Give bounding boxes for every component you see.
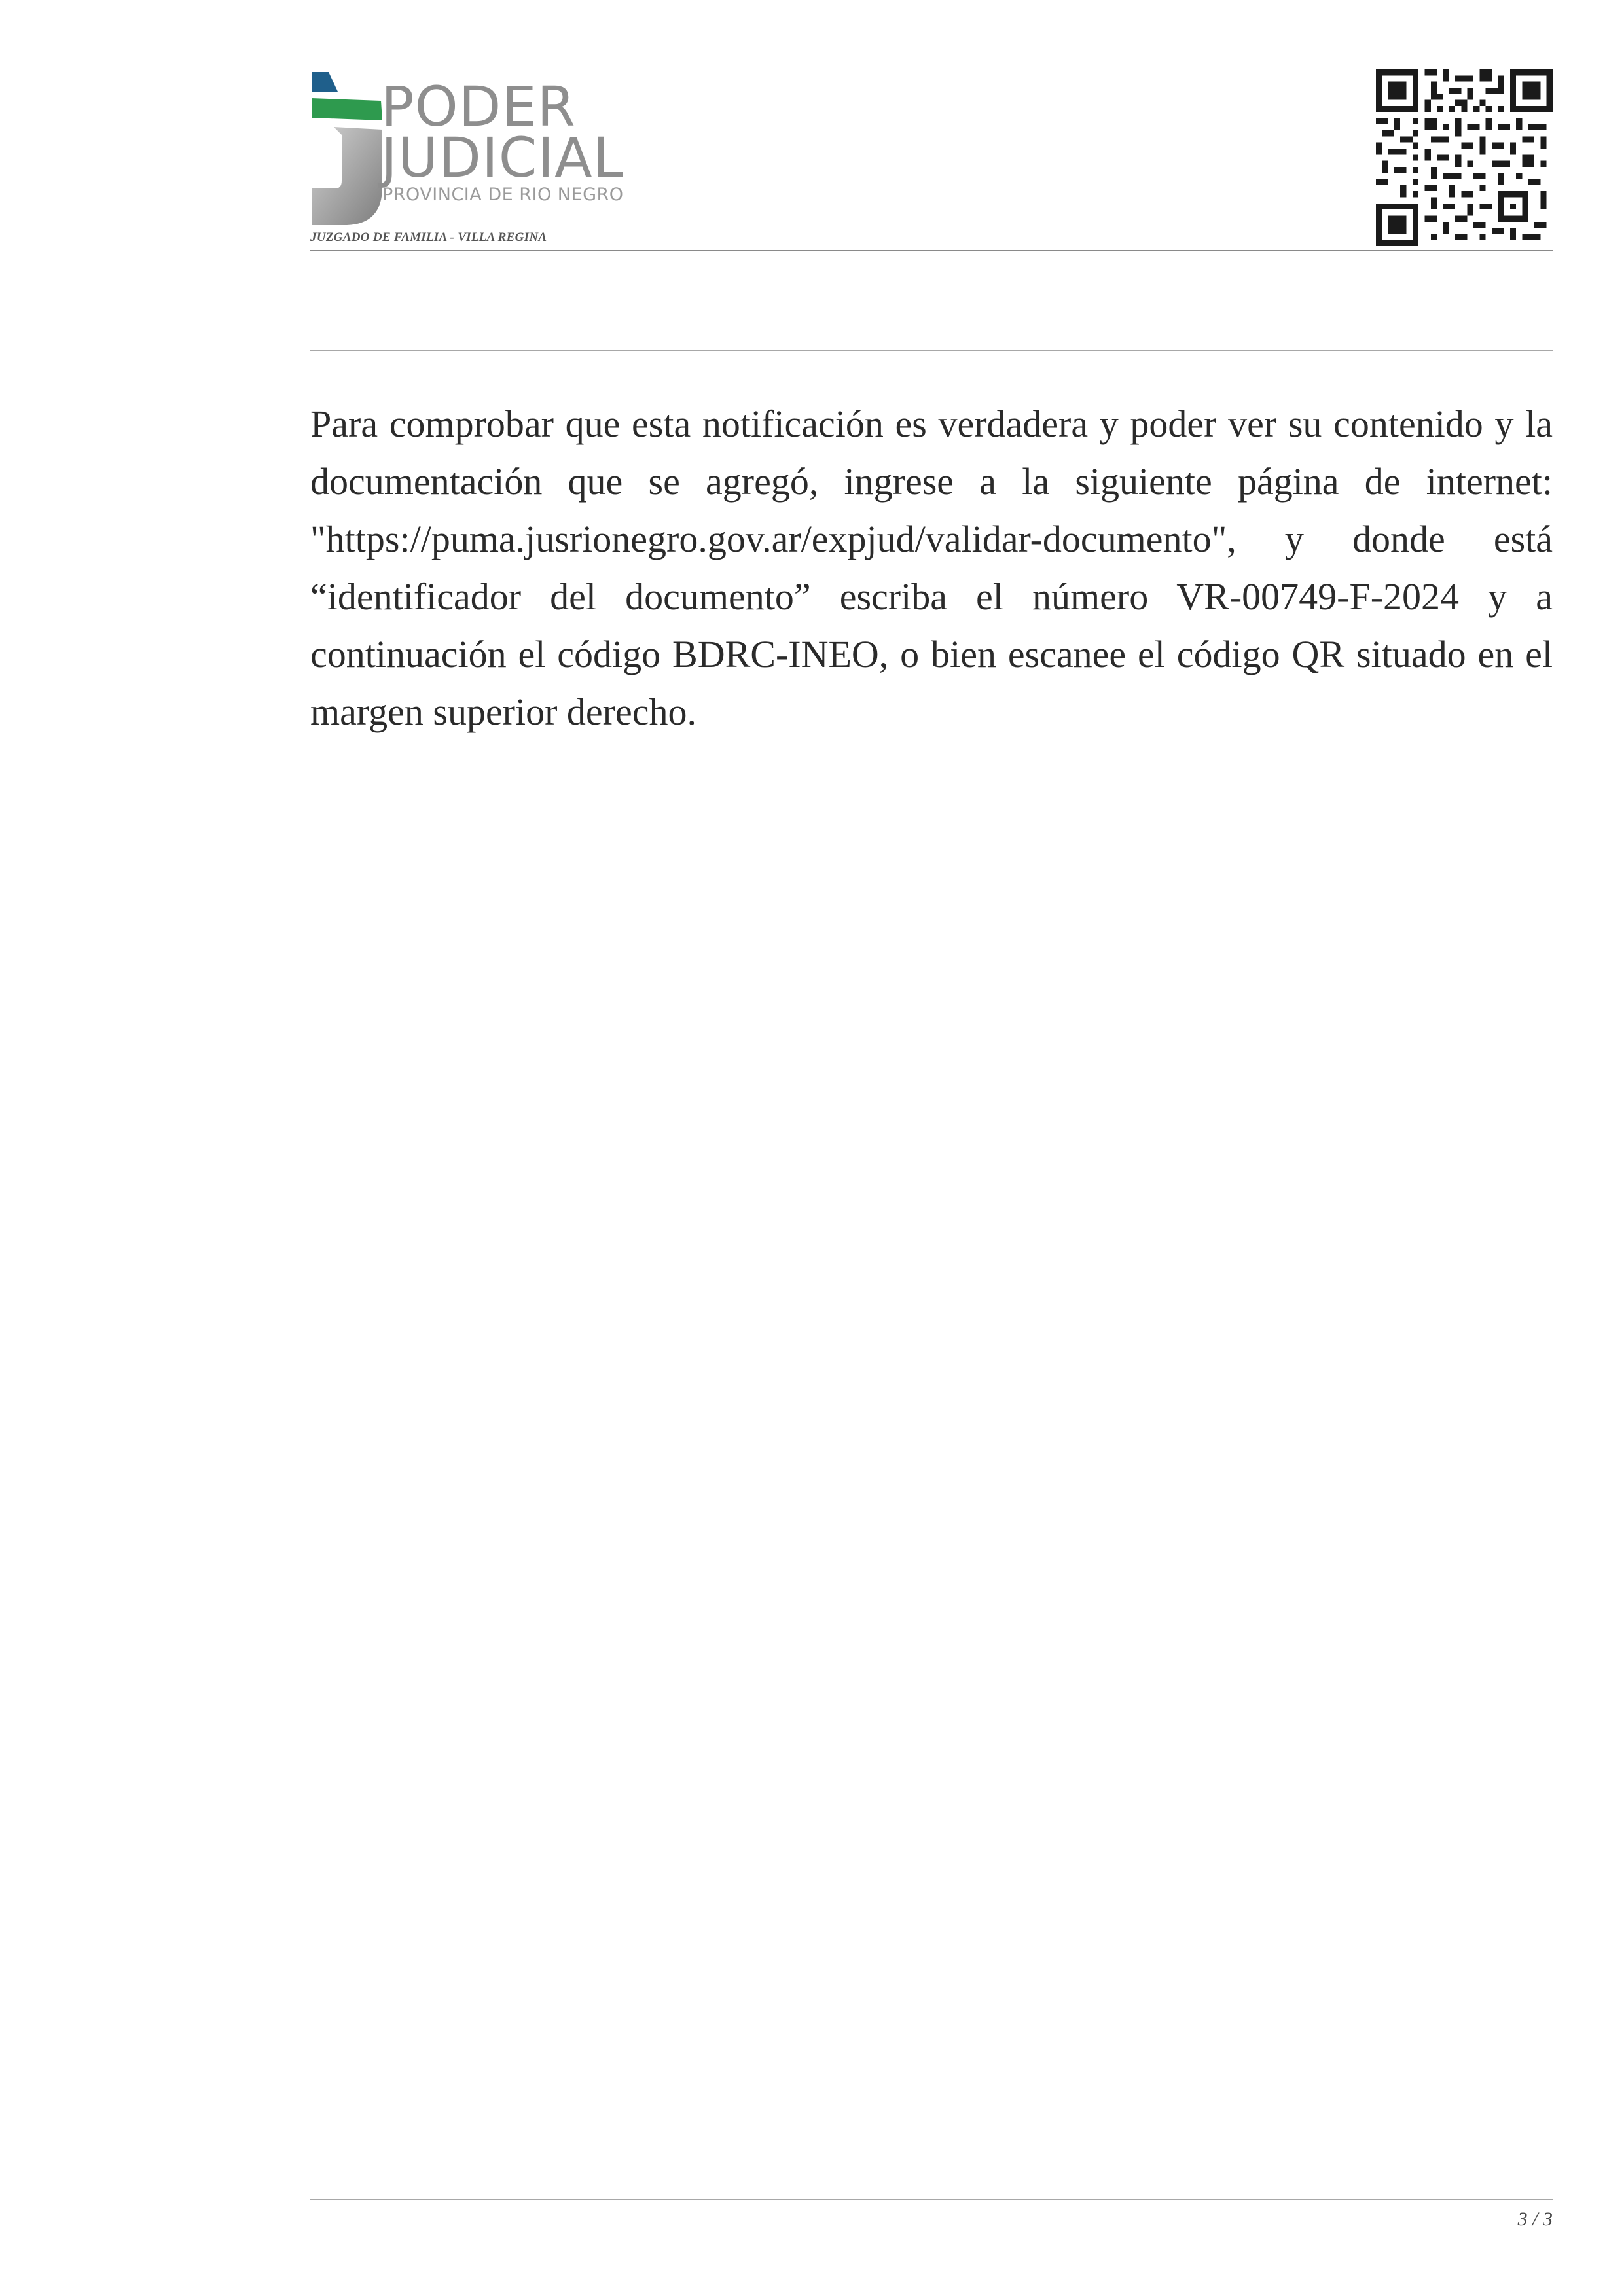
logo-line-judicial: JUDICIAL [381, 126, 624, 190]
qr-code-icon[interactable] [1376, 69, 1553, 246]
validation-paragraph: Para comprobar que esta notificación es verdadera y poder ver su contenido y la documentación que se agregó, ingrese a la siguiente página de internet: "https://puma.jusrionegro.gov.ar/expjud/validar-documento", y donde está “identificador del documento” escriba el número VR-00749-F-2024 y a continuación el código BDRC-INEO, o bien escanee el código QR situado en el margen superior derecho. [310, 403, 1553, 733]
logo-line-poder: PODER [381, 75, 576, 139]
poder-judicial-logo [309, 69, 649, 226]
logo-subtitle: PROVINCIA DE RIO NEGRO [382, 185, 624, 205]
content-divider [310, 350, 1553, 351]
office-name: JUZGADO DE FAMILIA - VILLA REGINA [310, 230, 547, 244]
logo-wordmark [381, 75, 624, 190]
footer-divider [310, 2199, 1553, 2200]
logo-mark-icon [309, 69, 388, 226]
page-number: 3 / 3 [1517, 2208, 1553, 2230]
header-divider [310, 250, 1553, 251]
